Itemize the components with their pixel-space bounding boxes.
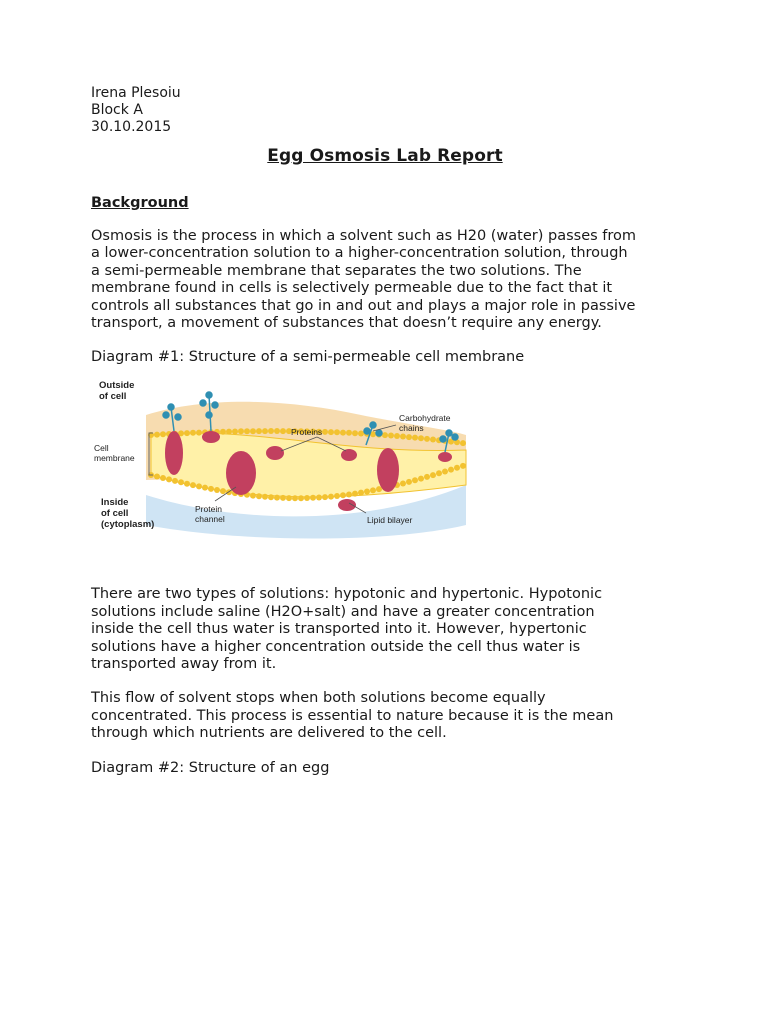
lipid-head-dot: [220, 429, 226, 435]
lipid-head-dot: [280, 495, 286, 501]
lipid-head-dot: [430, 437, 436, 443]
lipid-head-dot: [454, 465, 460, 471]
lipid-head-dot: [424, 436, 430, 442]
protein-shape: [341, 449, 357, 461]
lipid-head-dot: [256, 494, 262, 500]
lipid-head-dot: [418, 436, 424, 442]
lipid-head-dot: [232, 429, 238, 435]
lipid-head-dot: [382, 433, 388, 439]
lipid-head-dot: [196, 484, 202, 490]
lipid-head-dot: [412, 478, 418, 484]
lipid-head-dot: [166, 477, 172, 483]
lipid-head-dot: [244, 429, 250, 435]
lipid-head-dot: [358, 490, 364, 496]
lipid-head-dot: [400, 481, 406, 487]
document-page: [91, 85, 691, 777]
lipid-head-dot: [418, 476, 424, 482]
protein-shape: [202, 431, 220, 443]
lipid-head-dot: [310, 495, 316, 501]
label-protein-channel: Protein channel: [195, 504, 225, 525]
diagram2-caption: Diagram #2: Structure of an egg: [91, 759, 330, 776]
lipid-head-dot: [196, 430, 202, 436]
report-title: Egg Osmosis Lab Report: [267, 146, 503, 166]
lipid-head-dot: [262, 494, 268, 500]
lipid-head-dot: [448, 467, 454, 473]
lipid-head-dot: [280, 429, 286, 435]
lipid-head-dot: [154, 474, 160, 480]
protein-shape: [338, 499, 356, 511]
label-lipid-bilayer: Lipid bilayer: [367, 515, 413, 526]
lipid-head-dot: [436, 471, 442, 477]
lipid-head-dot: [220, 489, 226, 495]
protein-shape: [377, 448, 399, 492]
lipid-head-dot: [226, 429, 232, 435]
membrane-illustration: [91, 375, 481, 545]
lipid-head-dot: [268, 495, 274, 501]
lipid-head-dot: [250, 429, 256, 435]
lipid-head-dot: [214, 487, 220, 493]
lipid-head-dot: [304, 495, 310, 501]
protein-shape: [165, 431, 183, 475]
lipid-head-dot: [346, 430, 352, 436]
lipid-head-dot: [184, 431, 190, 437]
lipid-head-dot: [328, 494, 334, 500]
paragraph-solvent-flow: This flow of solvent stops when both solutions become equally concentrated. This process is essential to nature because it is the mean through which nutrients are delivered to the cell.: [91, 690, 614, 742]
lipid-head-dot: [400, 434, 406, 440]
lipid-head-dot: [406, 479, 412, 485]
lipid-head-dot: [250, 493, 256, 499]
lipid-head-dot: [322, 429, 328, 435]
protein-shape: [266, 446, 284, 460]
label-cell-membrane: Cell membrane: [94, 443, 135, 464]
paragraph-osmosis-definition: Osmosis is the process in which a solvent such as H20 (water) passes from a lower-concentration solution to a higher-concentration solution, through a semi-permeable membrane that separates the two solutions. The membrane found in cells is selectively permeable due to the fact that it controls all substances that go in and out and plays a major role in passive transport, a movement of substances that doesn’t require any energy.: [91, 228, 637, 332]
lipid-head-dot: [262, 429, 268, 435]
lipid-head-dot: [274, 428, 280, 434]
lipid-head-dot: [352, 431, 358, 437]
lipid-head-dot: [178, 480, 184, 486]
lipid-head-dot: [190, 430, 196, 436]
lipid-head-dot: [190, 483, 196, 489]
lipid-head-dot: [184, 481, 190, 487]
lipid-head-dot: [322, 495, 328, 501]
lipid-head-dot: [388, 433, 394, 439]
block-label: Block A: [91, 102, 143, 118]
lipid-head-dot: [334, 430, 340, 436]
lipid-head-dot: [346, 492, 352, 498]
label-outside: Outside of cell: [99, 380, 135, 403]
lipid-head-dot: [430, 473, 436, 479]
lipid-head-dot: [328, 430, 334, 436]
cell-membrane-diagram: [91, 375, 481, 545]
diagram1-caption: Diagram #1: Structure of a semi-permeable cell membrane: [91, 349, 525, 366]
section-heading-background: Background: [91, 195, 189, 211]
label-inside: Inside of cell (cytoplasm): [101, 497, 155, 531]
lipid-head-dot: [160, 475, 166, 481]
lipid-head-dot: [160, 432, 166, 438]
paragraph-solution-types: There are two types of solutions: hypotonic and hypertonic. Hypotonic solutions include saline (H2O+salt) and have a greater concentration inside the cell thus water is transported into it. However, hypertonic solutions have a higher concentration outside the cell thus water is transported away from it.: [91, 586, 603, 673]
lipid-head-dot: [340, 493, 346, 499]
lipid-head-dot: [292, 496, 298, 502]
lipid-head-dot: [286, 496, 292, 502]
lipid-head-dot: [358, 431, 364, 437]
lipid-head-dot: [394, 433, 400, 439]
lipid-head-dot: [274, 495, 280, 501]
lipid-head-dot: [340, 430, 346, 436]
lipid-head-dot: [334, 493, 340, 499]
protein-shape: [438, 452, 452, 462]
lipid-head-dot: [256, 429, 262, 435]
lipid-head-dot: [316, 495, 322, 501]
lipid-head-dot: [202, 485, 208, 491]
lipid-head-dot: [424, 474, 430, 480]
lipid-head-dot: [406, 435, 412, 441]
lipid-head-dot: [352, 491, 358, 497]
lipid-head-dot: [238, 429, 244, 435]
report-date: 30.10.2015: [91, 119, 172, 135]
lipid-head-dot: [364, 489, 370, 495]
protein-channel-shape: [226, 451, 256, 495]
author-name: Irena Plesoiu: [91, 85, 181, 101]
lipid-head-dot: [154, 432, 160, 438]
lipid-head-dot: [412, 435, 418, 441]
lipid-head-dot: [172, 478, 178, 484]
lipid-head-dot: [208, 486, 214, 492]
lipid-head-dot: [268, 428, 274, 434]
lipid-head-dot: [442, 469, 448, 475]
label-proteins: Proteins: [291, 427, 323, 438]
lipid-head-dot: [460, 441, 466, 447]
label-carbohydrate-chains: Carbohydrate chains: [399, 413, 451, 434]
lipid-head-dot: [370, 488, 376, 494]
lipid-head-dot: [298, 496, 304, 502]
lipid-head-dot: [460, 463, 466, 469]
